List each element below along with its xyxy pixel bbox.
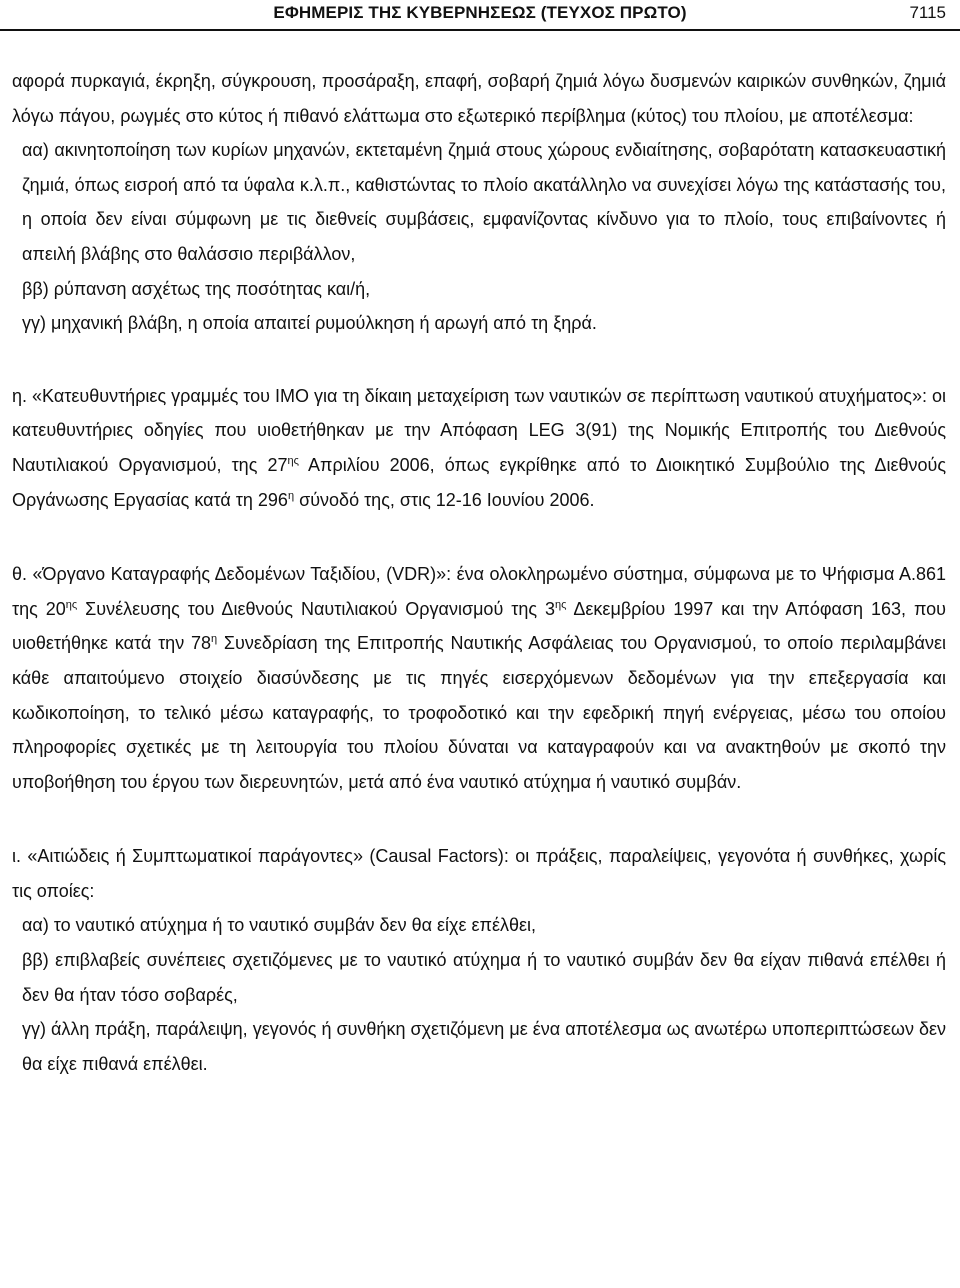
page-number: 7115 (909, 3, 946, 22)
definition-iota: ι. «Αιτιώδεις ή Συμπτωματικοί παράγοντες» (Causal Factors): οι πράξεις, παραλείψεις, γεγονότα ή συνθήκες, χωρίς τις οποίες: (12, 846, 946, 901)
subparagraph-bb: ββ) ρύπανση ασχέτως της ποσότητας και/ή, (22, 278, 371, 299)
definition-eta: η. «Κατευθυντήριες γραμμές του ΙΜΟ για τη δίκαιη μεταχείριση των ναυτικών σε περίπτωση ναυτικού ατυχήματος»: οι κατευθυντήριες οδηγίες που υιοθετήθηκαν με την Απόφαση LEG 3(91) της Νομικής Επιτροπής του Διεθνούς Ναυτιλιακού Οργανισμού, της $27^{\eta\varsigma}$ Απριλίου 2006, όπως εγκρίθηκε από το Διοικητικό Συμβούλιο της Διεθνούς Οργάνωσης Εργασίας κατά τη $296^\eta$ σύνοδό της, στις 12-16 Ιουνίου 2006. (12, 385, 947, 510)
page-header (0, 0, 960, 30)
definition-iota-gg: γγ) άλλη πράξη, παράλειψη, γεγονός ή συνθήκη σχετιζόμενη με ένα αποτέλεσμα ως ανωτέρω υποπεριπτώσεων δεν θα είχε πιθανά επέλθει. (22, 1019, 946, 1074)
paragraph-gap (12, 799, 946, 839)
gazette-title: ΕΦΗΜΕΡΙΣ ΤΗΣ ΚΥΒΕΡΝΗΣΕΩΣ (ΤΕΥΧΟΣ ΠΡΩΤΟ) (273, 3, 687, 22)
definition-iota-aa: αα) το ναυτικό ατύχημα ή το ναυτικό συμβάν δεν θα είχε επέλθει, (22, 915, 537, 936)
paragraph-continuation: αφορά πυρκαγιά, έκρηξη, σύγκρουση, προσάραξη, επαφή, σοβαρή ζημιά λόγω δυσμενών καιρικών συνθηκών, ζημιά λόγω πάγου, ρωγμές στο κύτος ή πιθανό ελάττωμα στο εξωτερικό περίβλημα (κύτος) του πλοίου, με αποτέλεσμα: (12, 71, 946, 126)
document-body (12, 64, 946, 1081)
header-divider (0, 29, 960, 31)
subparagraph-gg: γγ) μηχανική βλάβη, η οποία απαιτεί ρυμούλκηση ή αρωγή από τη ξηρά. (22, 313, 597, 334)
paragraph-gap (12, 517, 946, 557)
paragraph-gap (12, 341, 946, 379)
subparagraph-aa: αα) ακινητοποίηση των κυρίων μηχανών, εκτεταμένη ζημιά στους χώρους ενδιαίτησης, σοβαρότατη κατασκευαστική ζημιά, όπως εισροή από τα ύφαλα κ.λ.π., καθιστώντας το πλοίο ακατάλληλο να συνεχίσει λόγω της κατάστασής του, η οποία δεν είναι σύμφωνη με τις διεθνείς συμβάσεις, εμφανίζοντας κίνδυνο για το πλοίο, τους επιβαίνοντες ή απειλή βλάβης στο θαλάσσιο περιβάλλον, (22, 140, 946, 264)
definition-iota-bb: ββ) επιβλαβείς συνέπειες σχετιζόμενες με το ναυτικό ατύχημα ή το ναυτικό συμβάν δεν θα είχαν πιθανά επέλθει ή δεν θα ήταν τόσο σοβαρές, (22, 950, 946, 1005)
definition-theta: θ. «Όργανο Καταγραφής Δεδομένων Ταξιδίου, (VDR)»: ένα ολοκληρωμένο σύστημα, σύμφωνα με το Ψήφισμα Α.861 της $20^{\eta\varsigma}$ Συνέλευσης του Διεθνούς Ναυτιλιακού Οργανισμού της $3^{\eta\varsigma}$ Δεκεμβρίου 1997 και την Απόφαση 163, που υιοθετήθηκε κατά την $78^\eta$ Συνεδρίαση της Επιτροπής Ναυτικής Ασφάλειας του Οργανισμού, το οποίο περιλαμβάνει κάθε απαιτούμενο στοιχείο διασύνδεσης με τις πηγές εισερχόμενων δεδομένων για την επεξεργασία και κωδικοποίηση, το τελικό μέσω καταγραφής, το τροφοδοτικό και την εφεδρική πηγή ενέργειας, μέσω του οποίου πληροφορίες σχετικές με τη λειτουργία του πλοίου δύναται να καταγραφούν και να ανακτηθούν με σκοπό την υποβοήθηση του έργου των διερευνητών, μετά από ένα ναυτικό ατύχημα ή ναυτικό συμβάν. (12, 564, 947, 792)
